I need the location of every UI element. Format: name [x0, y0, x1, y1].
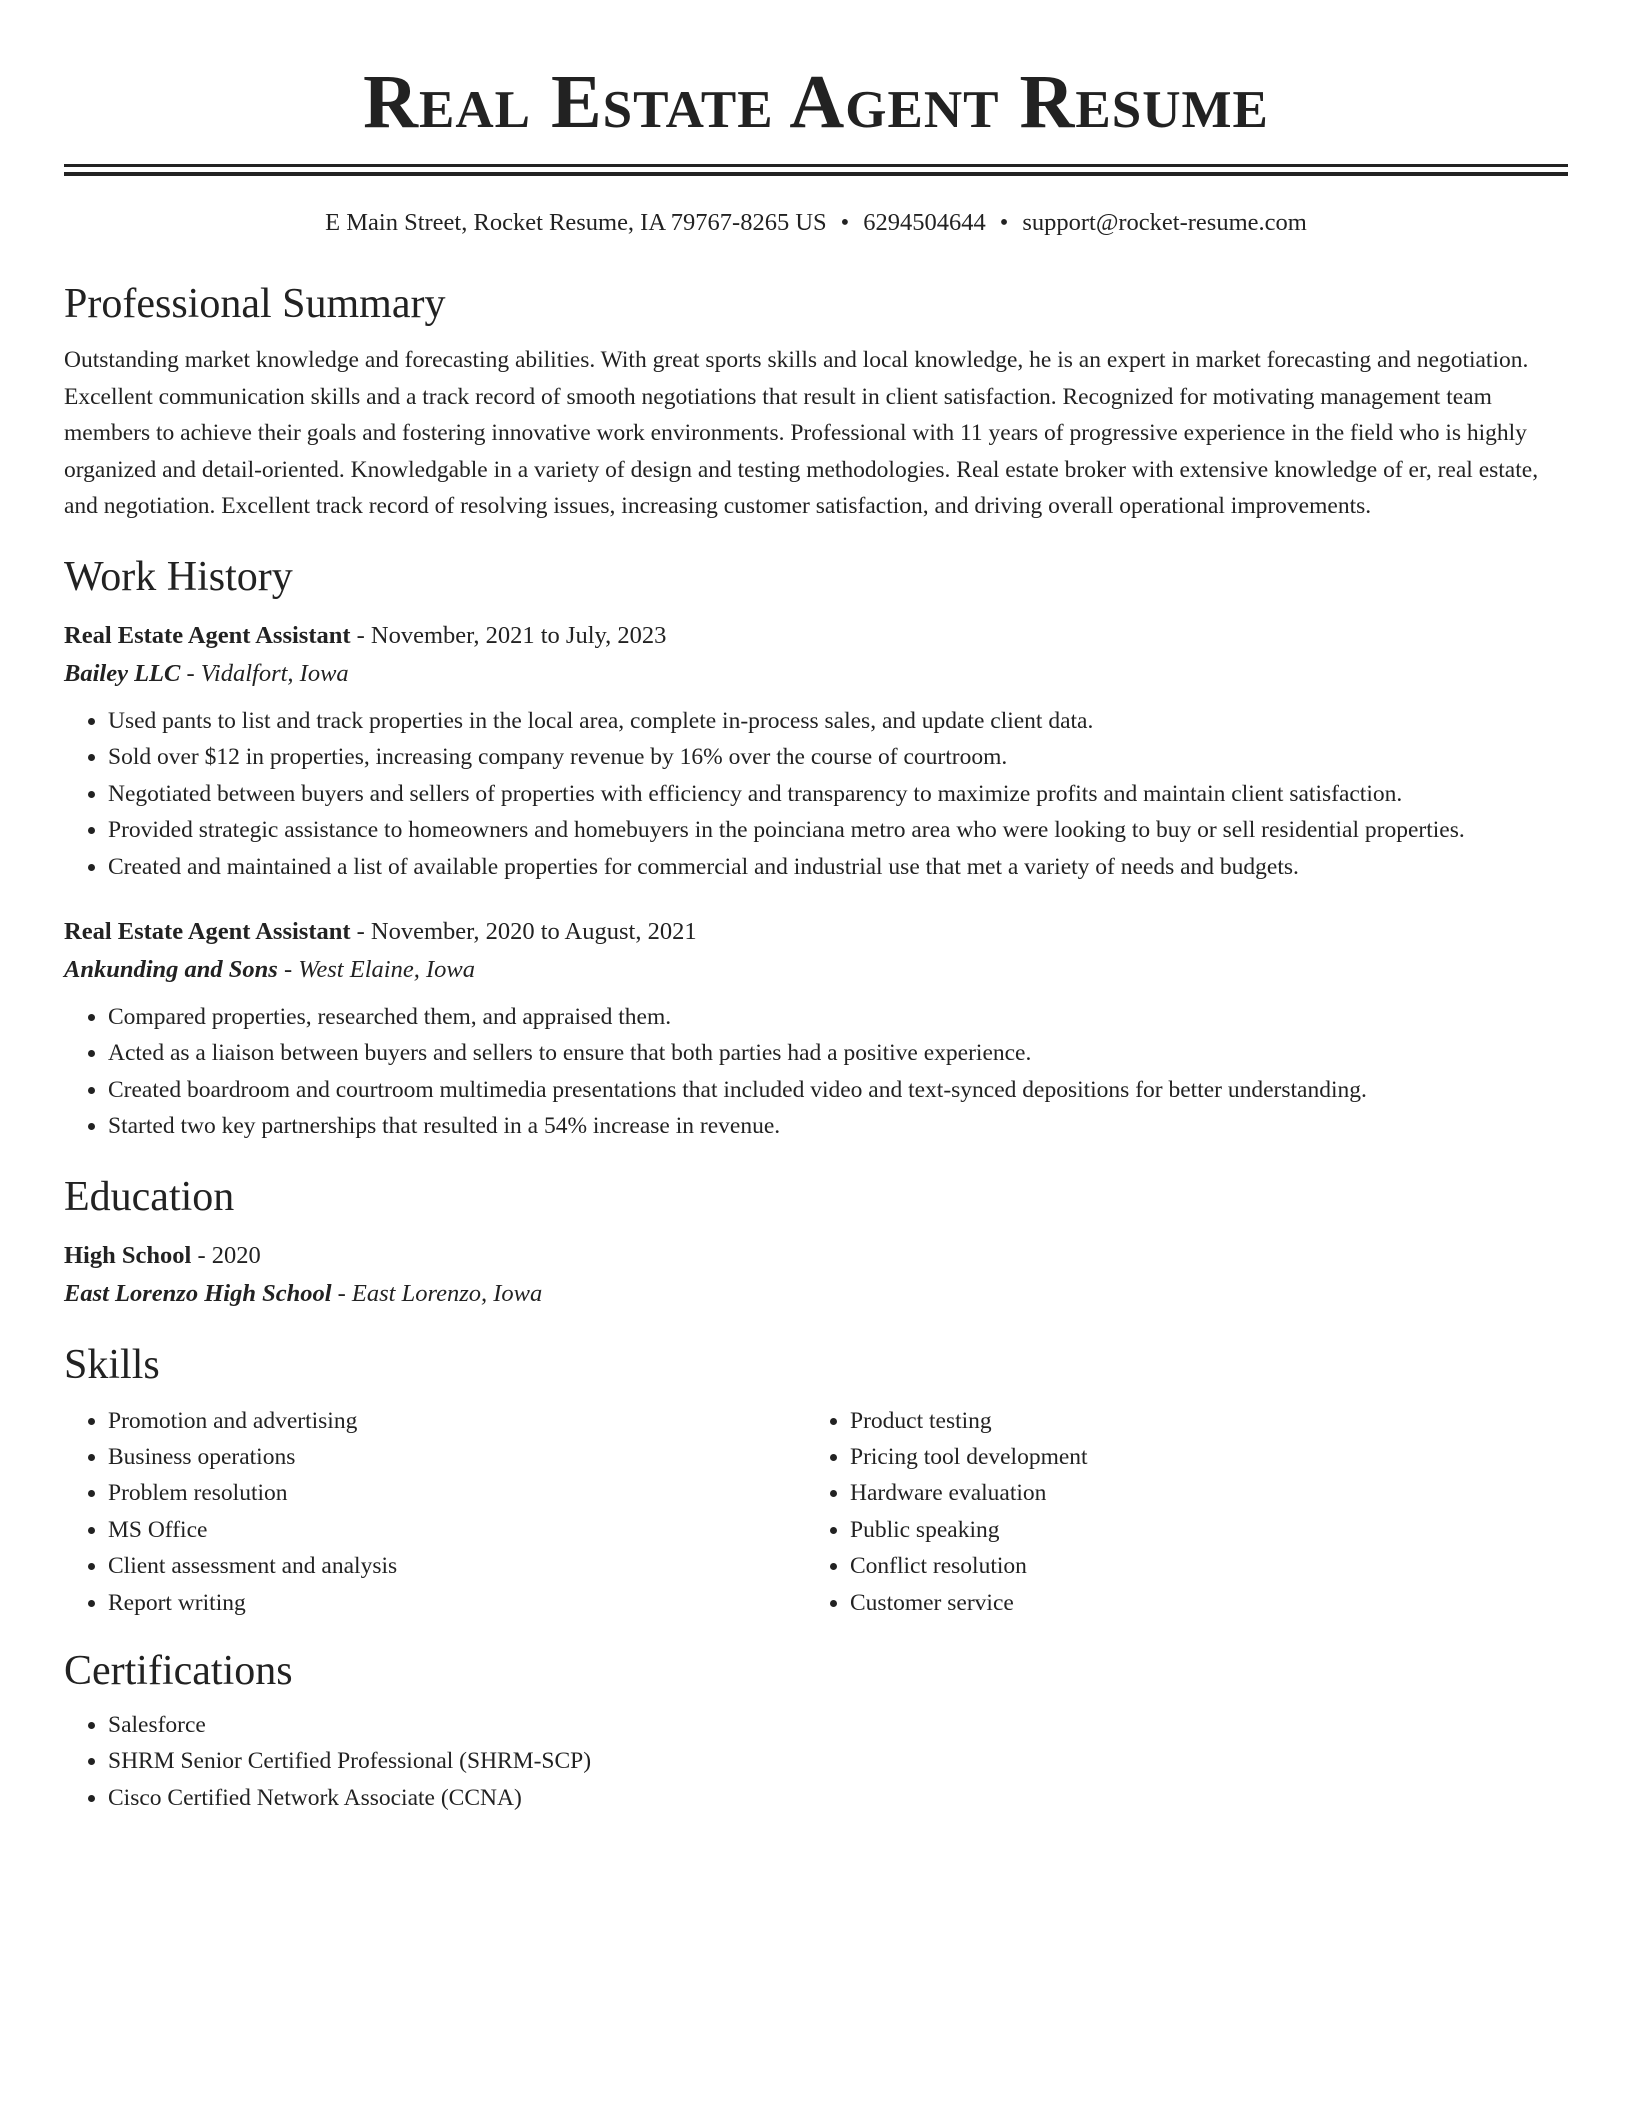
- skill-item: • Product testing: [850, 1403, 1548, 1439]
- job-header: [64, 913, 1568, 951]
- job-location: - West Elaine, Iowa: [277, 956, 475, 983]
- job-entry: [64, 617, 1568, 885]
- education-degree: High School: [64, 1241, 192, 1269]
- title-double-rule: [64, 164, 1568, 176]
- job-title: Real Estate Agent Assistant: [64, 918, 351, 945]
- job-company: Ankunding and Sons: [64, 956, 278, 983]
- education-location: - East Lorenzo, Iowa: [331, 1279, 543, 1307]
- summary-heading: Professional Summary: [64, 281, 446, 327]
- skill-item: • MS Office: [108, 1512, 806, 1548]
- job-company-line: [64, 951, 1568, 989]
- skills-left-column: [64, 1403, 806, 1621]
- education-year: - 2020: [191, 1241, 261, 1269]
- contact-phone: 6294504644: [863, 209, 986, 236]
- certification-item: • Salesforce: [108, 1707, 1568, 1743]
- skill-item: • Public speaking: [850, 1512, 1548, 1548]
- job-entry: [64, 913, 1568, 1145]
- job-location: - Vidalfort, Iowa: [180, 659, 349, 687]
- list-item: • Created boardroom and courtroom multimedia presentations that included video and text-synced depositions for better understanding.: [108, 1072, 1568, 1108]
- job-dates: - November, 2021 to July, 2023: [350, 621, 667, 649]
- contact-line: [64, 206, 1568, 240]
- education-school: East Lorenzo High School: [64, 1279, 332, 1307]
- resume-title: Real Estate Agent Resume: [363, 60, 1269, 144]
- certifications-list: [64, 1707, 1568, 1816]
- job-company-line: [64, 655, 1568, 693]
- skill-item: • Report writing: [108, 1585, 806, 1621]
- job-header: [64, 617, 1568, 655]
- job-bullets: [64, 999, 1568, 1145]
- job-bullets: [64, 703, 1568, 885]
- skill-item: • Hardware evaluation: [850, 1475, 1548, 1511]
- job-dates: - November, 2020 to August, 2021: [350, 918, 697, 945]
- skill-item: • Business operations: [108, 1439, 806, 1475]
- certification-item: • SHRM Senior Certified Professional (SHRM-SCP): [108, 1743, 1568, 1779]
- work-history-heading: Work History: [64, 553, 293, 600]
- list-item: • Negotiated between buyers and sellers of properties with efficiency and transparency to maximize profits and maintain client satisfaction.: [108, 776, 1568, 812]
- skills-heading: Skills: [64, 1341, 160, 1388]
- education-header: [64, 1237, 1568, 1275]
- skill-item: • Client assessment and analysis: [108, 1548, 806, 1584]
- list-item: • Acted as a liaison between buyers and sellers to ensure that both parties had a positive experience.: [108, 1035, 1568, 1071]
- job-title: Real Estate Agent Assistant: [64, 621, 351, 649]
- contact-email: support@rocket-resume.com: [1022, 209, 1307, 236]
- contact-separator: •: [999, 209, 1009, 236]
- list-item: • Sold over $12 in properties, increasing company revenue by 16% over the course of courtroom.: [108, 739, 1568, 775]
- contact-separator: •: [840, 209, 850, 236]
- education-entry: [64, 1237, 1568, 1313]
- certification-item: • Cisco Certified Network Associate (CCNA): [108, 1780, 1568, 1816]
- skill-item: • Pricing tool development: [850, 1439, 1548, 1475]
- certifications-heading: Certifications: [64, 1648, 293, 1695]
- skill-item: • Customer service: [850, 1585, 1548, 1621]
- list-item: • Started two key partnerships that resulted in a 54% increase in revenue.: [108, 1108, 1568, 1144]
- skills-right-column: [806, 1403, 1548, 1621]
- list-item: • Provided strategic assistance to homeowners and homebuyers in the poinciana metro area who were looking to buy or sell residential properties.: [108, 812, 1568, 848]
- contact-address: E Main Street, Rocket Resume, IA 79767-8265 US: [325, 209, 827, 236]
- education-heading: Education: [64, 1173, 235, 1220]
- education-school-line: [64, 1275, 1568, 1313]
- list-item: • Created and maintained a list of available properties for commercial and industrial use that met a variety of needs and budgets.: [108, 849, 1568, 885]
- list-item: • Used pants to list and track properties in the local area, complete in-process sales, and update client data.: [108, 703, 1568, 739]
- skills-grid: [64, 1403, 1568, 1621]
- skill-item: • Promotion and advertising: [108, 1403, 806, 1439]
- list-item: • Compared properties, researched them, and appraised them.: [108, 999, 1568, 1035]
- skill-item: • Problem resolution: [108, 1475, 806, 1511]
- summary-text: Outstanding market knowledge and forecasting abilities. With great sports skills and local knowledge, he is an expert in market forecasting and negotiation. Excellent communication skills and a track record of smooth negotiations that result in client satisfaction. Recognized for motivating management team members to achieve their goals and fostering innovative work environments. Professional with 11 years of progressive experience in the field who is highly organized and detail-oriented. Knowledgable in a variety of design and testing methodologies. Real estate broker with extensive knowledge of er, real estate, and negotiation. Excellent track record of resolving issues, increasing customer satisfaction, and driving overall operational improvements.: [64, 347, 1539, 520]
- job-company: Bailey LLC: [64, 659, 181, 687]
- skill-item: • Conflict resolution: [850, 1548, 1548, 1584]
